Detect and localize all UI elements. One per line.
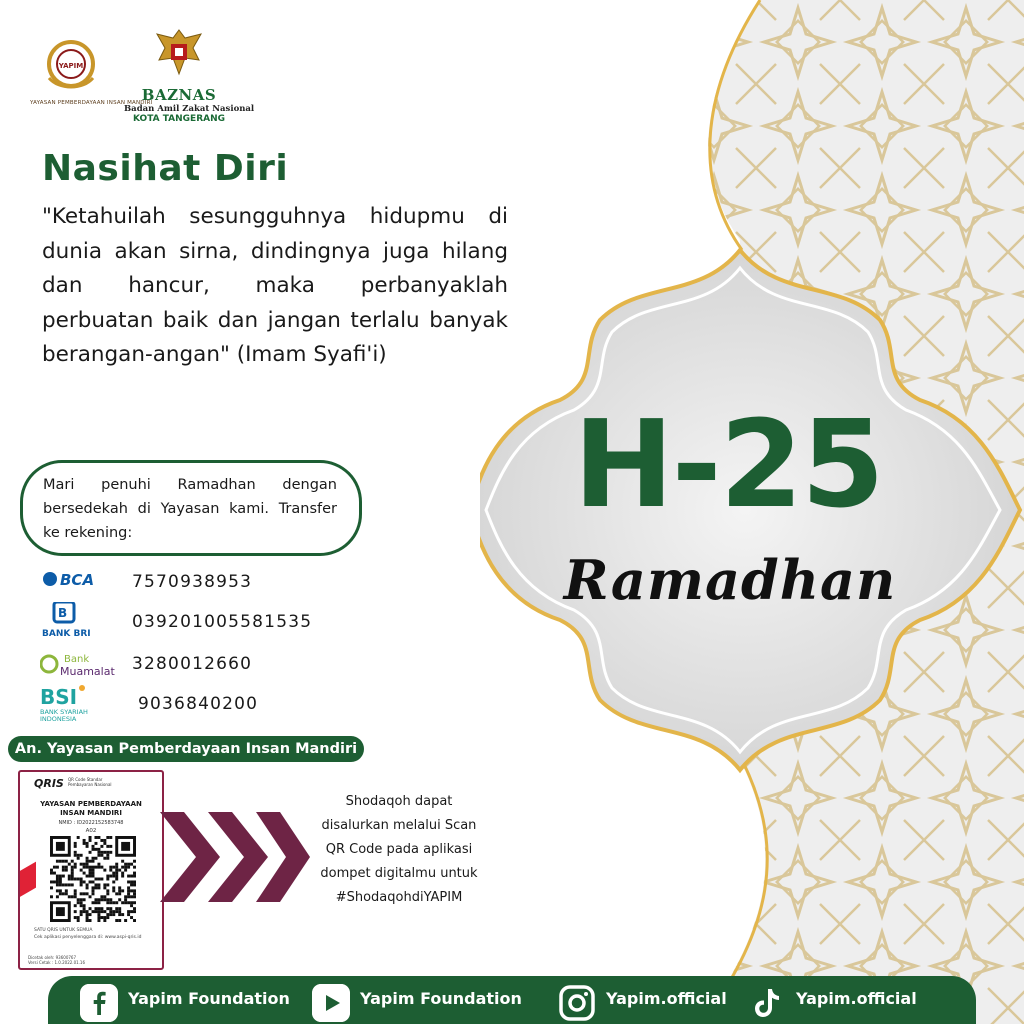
qris-merchant-line2: INSAN MANDIRI	[60, 809, 122, 817]
yapim-logo	[30, 38, 153, 106]
bank-number-bri: 039201005581535	[132, 612, 313, 632]
nasihat-quote: "Ketahuilah sesungguhnya hidupmu di dunia akan sirna, dindingnya juga hilang dan hancur, maka perbanyaklah perbuatan baik dan jangan terlalu banyak berangan-angan" (Imam Syafi'i)	[42, 204, 508, 367]
social-label-tiktok: Yapim.official	[796, 989, 917, 1008]
bank-number-muamalat: 3280012660	[132, 654, 253, 674]
ramadhan-subtitle: Ramadhan	[563, 548, 897, 612]
yapim-caption: YAYASAN PEMBERDAYAAN INSAN MANDIRI	[30, 100, 153, 106]
baznas-name: BAZNAS	[141, 86, 217, 104]
qris-footer-1: SATU QRIS UNTUK SEMUA	[34, 928, 93, 933]
muamalat-logo-icon	[40, 648, 120, 686]
bank-number-bsi: 9036840200	[138, 694, 259, 714]
qris-footer-3a: Dicetak oleh: 93600767	[28, 955, 76, 960]
qris-merchant	[20, 800, 162, 818]
bank-row-bsi	[40, 684, 340, 722]
svg-text:BANK SYARIAH: BANK SYARIAH	[40, 708, 88, 716]
svg-text:Muamalat: Muamalat	[60, 665, 115, 678]
baznas-subtitle: Badan Amil Zakat Nasional	[124, 104, 255, 114]
qr-code-image[interactable]	[50, 836, 136, 922]
social-label-instagram: Yapim.official	[606, 989, 727, 1008]
svg-text:B: B	[58, 606, 68, 620]
qr-caption: Shodaqoh dapat disalurkan melalui Scan QR Code pada aplikasi dompet digitalmu untuk #ShodaqohdiYAPIM	[320, 794, 478, 905]
qris-merchant-line1: YAYASAN PEMBERDAYAAN	[40, 800, 142, 808]
youtube-icon[interactable]	[312, 984, 350, 1022]
svg-text:Bank: Bank	[64, 654, 90, 665]
countdown-headline: H-25	[573, 396, 883, 535]
qris-code: A02	[85, 828, 97, 834]
chevron-right-arrows-icon	[160, 812, 310, 902]
bank-row-muamalat	[40, 648, 340, 686]
svg-text:INDONESIA: INDONESIA	[40, 715, 77, 722]
svg-text:BSI: BSI	[40, 685, 78, 709]
facebook-icon[interactable]	[80, 984, 118, 1022]
qris-brand-sub: QR Code Standar Pembayaran Nasional	[68, 777, 112, 787]
bank-row-bca	[40, 566, 340, 604]
svg-text:BANK BRI: BANK BRI	[42, 629, 91, 639]
instagram-icon[interactable]	[558, 984, 596, 1022]
bank-number-bca: 7570938953	[132, 572, 253, 592]
baznas-logo	[124, 24, 255, 124]
social-label-facebook: Yapim Foundation	[128, 989, 290, 1008]
account-owner: An. Yayasan Pemberdayaan Insan Mandiri	[8, 736, 364, 762]
tiktok-icon[interactable]	[748, 984, 786, 1022]
qris-footer-2: Cek aplikasi penyelenggara di: www.aspi-qris.id	[34, 935, 142, 940]
qris-red-accent	[18, 862, 36, 901]
qris-footer-3	[28, 955, 85, 965]
qris-nmid: NMID : ID2022152583748	[58, 820, 124, 826]
bri-logo-icon	[40, 602, 120, 640]
qris-card[interactable]	[18, 770, 164, 970]
baznas-city: KOTA TANGERANG	[132, 114, 226, 124]
svg-text:BCA: BCA	[60, 571, 95, 589]
yapim-emblem-icon	[41, 38, 101, 94]
bsi-logo-icon	[40, 684, 120, 722]
bank-row-bri	[40, 602, 340, 640]
social-bar	[48, 976, 976, 1024]
garuda-emblem-icon	[149, 24, 209, 80]
qris-brand: QRIS	[34, 777, 64, 790]
donation-text: Mari penuhi Ramadhan dengan bersedekah di Yayasan kami. Transfer ke rekening:	[43, 477, 337, 541]
social-label-youtube: Yapim Foundation	[360, 989, 522, 1008]
qris-footer-3b: Versi Cetak : 1.0.2022.01.16	[28, 960, 86, 965]
nasihat-title: Nasihat Diri	[42, 148, 289, 189]
bca-logo-icon	[40, 566, 120, 604]
svg-text:YAPIM: YAPIM	[58, 62, 84, 70]
donation-box	[20, 460, 362, 556]
